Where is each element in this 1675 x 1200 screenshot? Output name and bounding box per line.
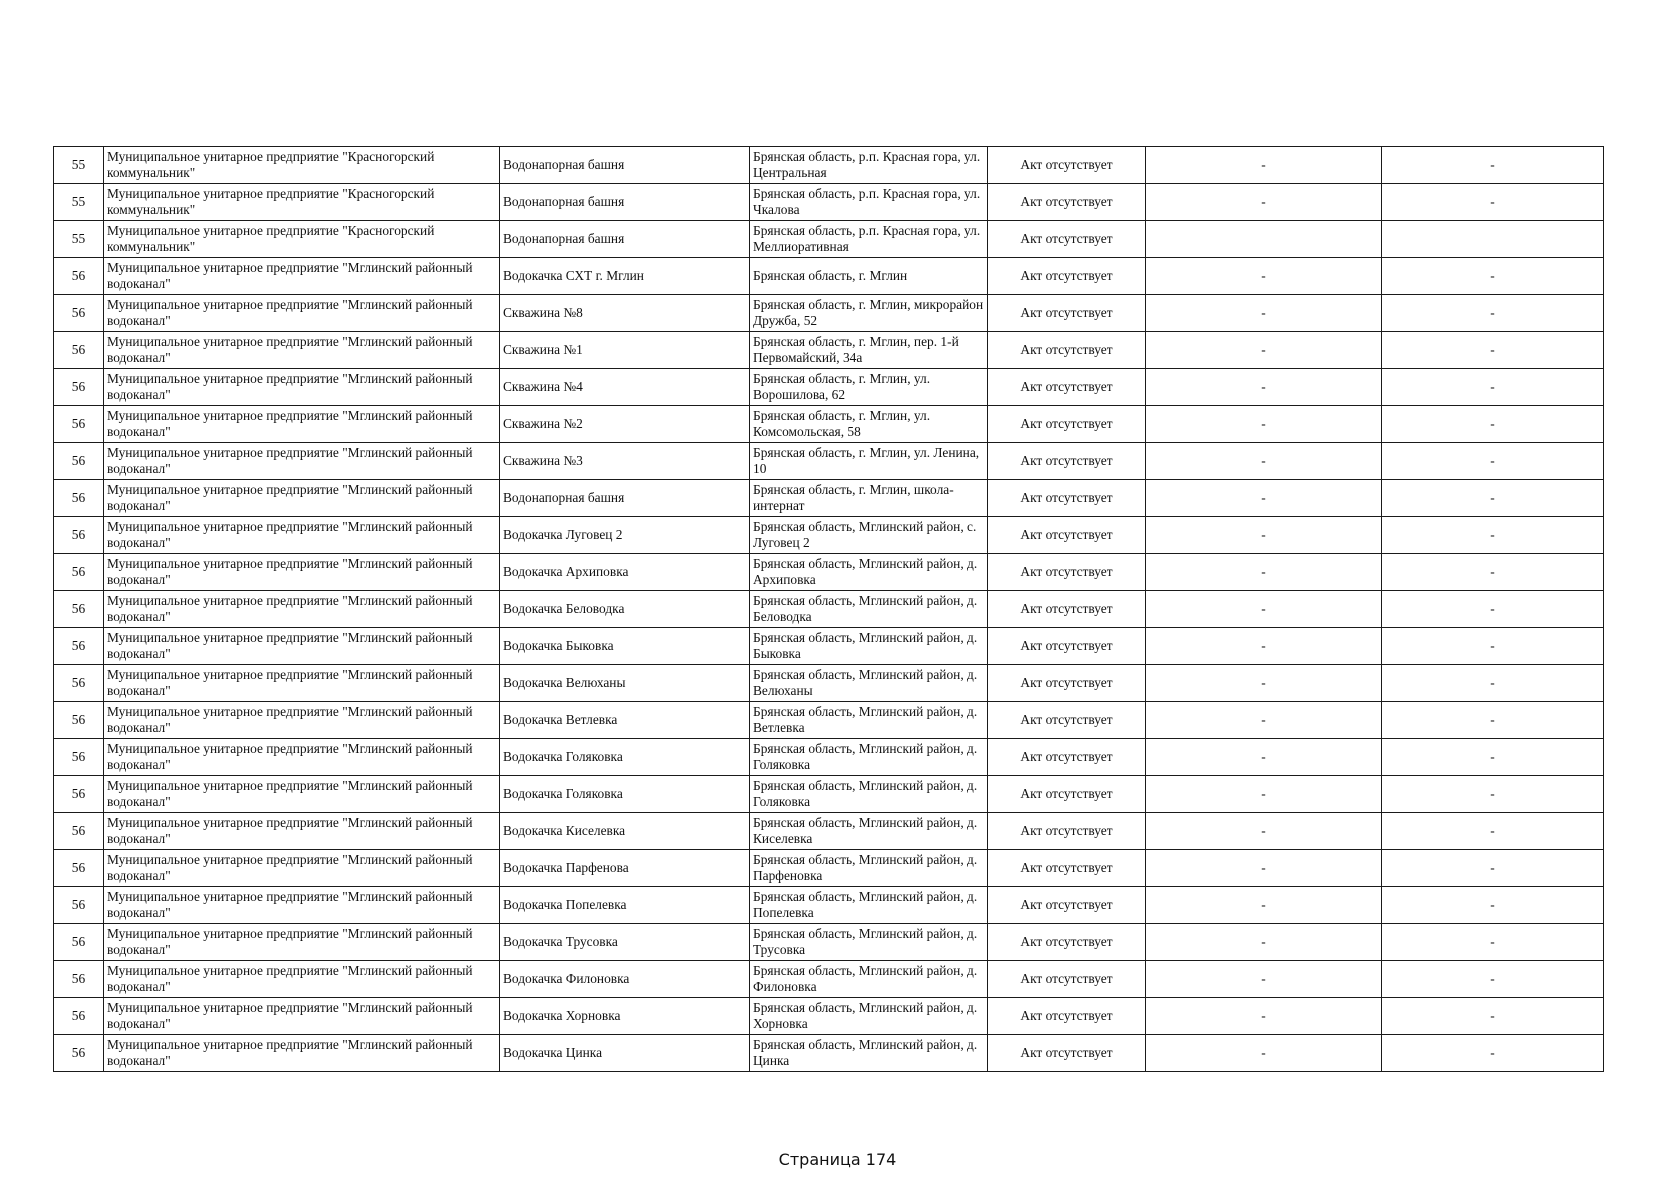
- owner-cell: Муниципальное унитарное предприятие "Мглинский районный водоканал": [104, 480, 500, 517]
- row-number-cell: 56: [54, 258, 104, 295]
- detail-cell: -: [1382, 850, 1604, 887]
- act-cell: Акт отсутствует: [988, 998, 1146, 1035]
- row-number-cell: 56: [54, 887, 104, 924]
- detail-cell: -: [1146, 258, 1382, 295]
- detail-cell: -: [1382, 443, 1604, 480]
- address-cell: Брянская область, Мглинский район, д. Голяковка: [750, 739, 988, 776]
- act-cell: Акт отсутствует: [988, 369, 1146, 406]
- detail-cell: -: [1382, 406, 1604, 443]
- act-cell: Акт отсутствует: [988, 406, 1146, 443]
- address-cell: Брянская область, Мглинский район, д. Парфеновка: [750, 850, 988, 887]
- owner-cell: Муниципальное унитарное предприятие "Мглинский районный водоканал": [104, 702, 500, 739]
- row-number-cell: 56: [54, 1035, 104, 1072]
- object-cell: Водокачка Парфенова: [500, 850, 750, 887]
- detail-cell: -: [1382, 332, 1604, 369]
- owner-cell: Муниципальное унитарное предприятие "Мглинский районный водоканал": [104, 443, 500, 480]
- address-cell: Брянская область, р.п. Красная гора, ул. Центральная: [750, 147, 988, 184]
- owner-cell: Муниципальное унитарное предприятие "Мглинский районный водоканал": [104, 739, 500, 776]
- object-cell: Водокачка Архиповка: [500, 554, 750, 591]
- act-cell: Акт отсутствует: [988, 221, 1146, 258]
- detail-cell: -: [1382, 147, 1604, 184]
- object-cell: Водокачка Луговец 2: [500, 517, 750, 554]
- act-cell: Акт отсутствует: [988, 258, 1146, 295]
- row-number-cell: 55: [54, 184, 104, 221]
- act-cell: Акт отсутствует: [988, 776, 1146, 813]
- table-row: [54, 850, 1604, 887]
- owner-cell: Муниципальное унитарное предприятие "Красногорский коммунальник": [104, 221, 500, 258]
- act-cell: Акт отсутствует: [988, 628, 1146, 665]
- object-cell: Водокачка Голяковка: [500, 776, 750, 813]
- table-row: [54, 332, 1604, 369]
- address-cell: Брянская область, Мглинский район, д. Киселевка: [750, 813, 988, 850]
- act-cell: Акт отсутствует: [988, 591, 1146, 628]
- detail-cell: -: [1382, 184, 1604, 221]
- object-cell: Водонапорная башня: [500, 147, 750, 184]
- act-cell: Акт отсутствует: [988, 924, 1146, 961]
- row-number-cell: 56: [54, 924, 104, 961]
- table-row: [54, 147, 1604, 184]
- owner-cell: Муниципальное унитарное предприятие "Мглинский районный водоканал": [104, 813, 500, 850]
- detail-cell: -: [1382, 480, 1604, 517]
- detail-cell: -: [1382, 739, 1604, 776]
- address-cell: Брянская область, г. Мглин, ул. Ворошилова, 62: [750, 369, 988, 406]
- object-cell: Водокачка Цинка: [500, 1035, 750, 1072]
- address-cell: Брянская область, г. Мглин, ул. Комсомольская, 58: [750, 406, 988, 443]
- row-number-cell: 56: [54, 628, 104, 665]
- detail-cell: -: [1146, 184, 1382, 221]
- address-cell: Брянская область, Мглинский район, с. Луговец 2: [750, 517, 988, 554]
- detail-cell: -: [1382, 961, 1604, 998]
- detail-cell: -: [1146, 295, 1382, 332]
- owner-cell: Муниципальное унитарное предприятие "Мглинский районный водоканал": [104, 850, 500, 887]
- table-row: [54, 776, 1604, 813]
- table-row: [54, 517, 1604, 554]
- table-row: [54, 443, 1604, 480]
- detail-cell: [1382, 221, 1604, 258]
- table-row: [54, 665, 1604, 702]
- act-cell: Акт отсутствует: [988, 147, 1146, 184]
- detail-cell: -: [1382, 776, 1604, 813]
- act-cell: Акт отсутствует: [988, 184, 1146, 221]
- row-number-cell: 55: [54, 147, 104, 184]
- detail-cell: -: [1146, 406, 1382, 443]
- detail-cell: -: [1146, 961, 1382, 998]
- owner-cell: Муниципальное унитарное предприятие "Мглинский районный водоканал": [104, 554, 500, 591]
- detail-cell: -: [1146, 850, 1382, 887]
- address-cell: Брянская область, Мглинский район, д. Архиповка: [750, 554, 988, 591]
- act-cell: Акт отсутствует: [988, 1035, 1146, 1072]
- owner-cell: Муниципальное унитарное предприятие "Красногорский коммунальник": [104, 184, 500, 221]
- address-cell: Брянская область, г. Мглин, пер. 1-й Первомайский, 34а: [750, 332, 988, 369]
- object-cell: Скважина №4: [500, 369, 750, 406]
- row-number-cell: 55: [54, 221, 104, 258]
- owner-cell: Муниципальное унитарное предприятие "Мглинский районный водоканал": [104, 406, 500, 443]
- table-row: [54, 813, 1604, 850]
- owner-cell: Муниципальное унитарное предприятие "Мглинский районный водоканал": [104, 591, 500, 628]
- row-number-cell: 56: [54, 369, 104, 406]
- act-cell: Акт отсутствует: [988, 665, 1146, 702]
- address-cell: Брянская область, г. Мглин, микрорайон Дружба, 52: [750, 295, 988, 332]
- owner-cell: Муниципальное унитарное предприятие "Мглинский районный водоканал": [104, 295, 500, 332]
- detail-cell: -: [1146, 887, 1382, 924]
- detail-cell: -: [1382, 1035, 1604, 1072]
- detail-cell: -: [1146, 480, 1382, 517]
- owner-cell: Муниципальное унитарное предприятие "Мглинский районный водоканал": [104, 258, 500, 295]
- detail-cell: [1146, 221, 1382, 258]
- detail-cell: -: [1382, 924, 1604, 961]
- row-number-cell: 56: [54, 998, 104, 1035]
- row-number-cell: 56: [54, 406, 104, 443]
- act-cell: Акт отсутствует: [988, 702, 1146, 739]
- owner-cell: Муниципальное унитарное предприятие "Мглинский районный водоканал": [104, 517, 500, 554]
- act-cell: Акт отсутствует: [988, 961, 1146, 998]
- table-row: [54, 702, 1604, 739]
- act-cell: Акт отсутствует: [988, 443, 1146, 480]
- act-cell: Акт отсутствует: [988, 850, 1146, 887]
- act-cell: Акт отсутствует: [988, 332, 1146, 369]
- act-cell: Акт отсутствует: [988, 554, 1146, 591]
- row-number-cell: 56: [54, 443, 104, 480]
- address-cell: Брянская область, Мглинский район, д. Филоновка: [750, 961, 988, 998]
- detail-cell: -: [1382, 998, 1604, 1035]
- detail-cell: -: [1382, 887, 1604, 924]
- detail-cell: -: [1146, 739, 1382, 776]
- owner-cell: Муниципальное унитарное предприятие "Мглинский районный водоканал": [104, 628, 500, 665]
- detail-cell: -: [1146, 924, 1382, 961]
- object-cell: Водокачка Ветлевка: [500, 702, 750, 739]
- detail-cell: -: [1382, 554, 1604, 591]
- address-cell: Брянская область, Мглинский район, д. Велюханы: [750, 665, 988, 702]
- address-cell: Брянская область, г. Мглин, ул. Ленина, 10: [750, 443, 988, 480]
- row-number-cell: 56: [54, 850, 104, 887]
- act-cell: Акт отсутствует: [988, 887, 1146, 924]
- address-cell: Брянская область, р.п. Красная гора, ул. Меллиоративная: [750, 221, 988, 258]
- detail-cell: -: [1146, 332, 1382, 369]
- detail-cell: -: [1146, 443, 1382, 480]
- row-number-cell: 56: [54, 739, 104, 776]
- detail-cell: -: [1146, 554, 1382, 591]
- object-cell: Скважина №1: [500, 332, 750, 369]
- owner-cell: Муниципальное унитарное предприятие "Мглинский районный водоканал": [104, 924, 500, 961]
- object-cell: Водокачка СХТ г. Мглин: [500, 258, 750, 295]
- detail-cell: -: [1382, 665, 1604, 702]
- registry-table-body: [54, 147, 1604, 1072]
- act-cell: Акт отсутствует: [988, 517, 1146, 554]
- detail-cell: -: [1146, 998, 1382, 1035]
- owner-cell: Муниципальное унитарное предприятие "Мглинский районный водоканал": [104, 887, 500, 924]
- object-cell: Водонапорная башня: [500, 480, 750, 517]
- object-cell: Водокачка Беловодка: [500, 591, 750, 628]
- detail-cell: -: [1382, 591, 1604, 628]
- object-cell: Водокачка Трусовка: [500, 924, 750, 961]
- owner-cell: Муниципальное унитарное предприятие "Мглинский районный водоканал": [104, 776, 500, 813]
- address-cell: Брянская область, Мглинский район, д. Цинка: [750, 1035, 988, 1072]
- address-cell: Брянская область, р.п. Красная гора, ул. Чкалова: [750, 184, 988, 221]
- detail-cell: -: [1382, 628, 1604, 665]
- address-cell: Брянская область, Мглинский район, д. Попелевка: [750, 887, 988, 924]
- object-cell: Водокачка Филоновка: [500, 961, 750, 998]
- object-cell: Водокачка Киселевка: [500, 813, 750, 850]
- address-cell: Брянская область, Мглинский район, д. Быковка: [750, 628, 988, 665]
- address-cell: Брянская область, Мглинский район, д. Ветлевка: [750, 702, 988, 739]
- table-row: [54, 739, 1604, 776]
- detail-cell: -: [1146, 702, 1382, 739]
- detail-cell: -: [1382, 517, 1604, 554]
- table-row: [54, 184, 1604, 221]
- table-row: [54, 924, 1604, 961]
- table-row: [54, 887, 1604, 924]
- detail-cell: -: [1382, 813, 1604, 850]
- owner-cell: Муниципальное унитарное предприятие "Мглинский районный водоканал": [104, 369, 500, 406]
- owner-cell: Муниципальное унитарное предприятие "Мглинский районный водоканал": [104, 998, 500, 1035]
- table-row: [54, 406, 1604, 443]
- owner-cell: Муниципальное унитарное предприятие "Мглинский районный водоканал": [104, 1035, 500, 1072]
- row-number-cell: 56: [54, 480, 104, 517]
- detail-cell: -: [1146, 665, 1382, 702]
- object-cell: Водокачка Голяковка: [500, 739, 750, 776]
- detail-cell: -: [1146, 776, 1382, 813]
- owner-cell: Муниципальное унитарное предприятие "Мглинский районный водоканал": [104, 332, 500, 369]
- row-number-cell: 56: [54, 517, 104, 554]
- detail-cell: -: [1382, 258, 1604, 295]
- row-number-cell: 56: [54, 665, 104, 702]
- act-cell: Акт отсутствует: [988, 813, 1146, 850]
- object-cell: Водокачка Попелевка: [500, 887, 750, 924]
- detail-cell: -: [1382, 295, 1604, 332]
- detail-cell: -: [1146, 591, 1382, 628]
- table-row: [54, 369, 1604, 406]
- object-cell: Водокачка Быковка: [500, 628, 750, 665]
- row-number-cell: 56: [54, 591, 104, 628]
- object-cell: Скважина №3: [500, 443, 750, 480]
- object-cell: Водонапорная башня: [500, 184, 750, 221]
- table-row: [54, 961, 1604, 998]
- address-cell: Брянская область, г. Мглин: [750, 258, 988, 295]
- row-number-cell: 56: [54, 332, 104, 369]
- detail-cell: -: [1146, 369, 1382, 406]
- detail-cell: -: [1382, 369, 1604, 406]
- row-number-cell: 56: [54, 295, 104, 332]
- detail-cell: -: [1146, 813, 1382, 850]
- object-cell: Водонапорная башня: [500, 221, 750, 258]
- owner-cell: Муниципальное унитарное предприятие "Красногорский коммунальник": [104, 147, 500, 184]
- row-number-cell: 56: [54, 776, 104, 813]
- row-number-cell: 56: [54, 554, 104, 591]
- table-row: [54, 554, 1604, 591]
- detail-cell: -: [1146, 517, 1382, 554]
- row-number-cell: 56: [54, 813, 104, 850]
- row-number-cell: 56: [54, 702, 104, 739]
- detail-cell: -: [1146, 147, 1382, 184]
- table-row: [54, 628, 1604, 665]
- table-row: [54, 221, 1604, 258]
- address-cell: Брянская область, Мглинский район, д. Хорновка: [750, 998, 988, 1035]
- table-row: [54, 295, 1604, 332]
- table-row: [54, 258, 1604, 295]
- address-cell: Брянская область, г. Мглин, школа-интернат: [750, 480, 988, 517]
- object-cell: Водокачка Хорновка: [500, 998, 750, 1035]
- registry-table: [53, 146, 1604, 1072]
- object-cell: Водокачка Велюханы: [500, 665, 750, 702]
- table-row: [54, 1035, 1604, 1072]
- detail-cell: -: [1146, 628, 1382, 665]
- page-number: Страница 174: [778, 1150, 897, 1169]
- table-row: [54, 480, 1604, 517]
- owner-cell: Муниципальное унитарное предприятие "Мглинский районный водоканал": [104, 961, 500, 998]
- object-cell: Скважина №8: [500, 295, 750, 332]
- detail-cell: -: [1382, 702, 1604, 739]
- act-cell: Акт отсутствует: [988, 295, 1146, 332]
- address-cell: Брянская область, Мглинский район, д. Беловодка: [750, 591, 988, 628]
- act-cell: Акт отсутствует: [988, 739, 1146, 776]
- address-cell: Брянская область, Мглинский район, д. Трусовка: [750, 924, 988, 961]
- row-number-cell: 56: [54, 961, 104, 998]
- act-cell: Акт отсутствует: [988, 480, 1146, 517]
- table-row: [54, 591, 1604, 628]
- address-cell: Брянская область, Мглинский район, д. Голяковка: [750, 776, 988, 813]
- owner-cell: Муниципальное унитарное предприятие "Мглинский районный водоканал": [104, 665, 500, 702]
- object-cell: Скважина №2: [500, 406, 750, 443]
- detail-cell: -: [1146, 1035, 1382, 1072]
- table-row: [54, 998, 1604, 1035]
